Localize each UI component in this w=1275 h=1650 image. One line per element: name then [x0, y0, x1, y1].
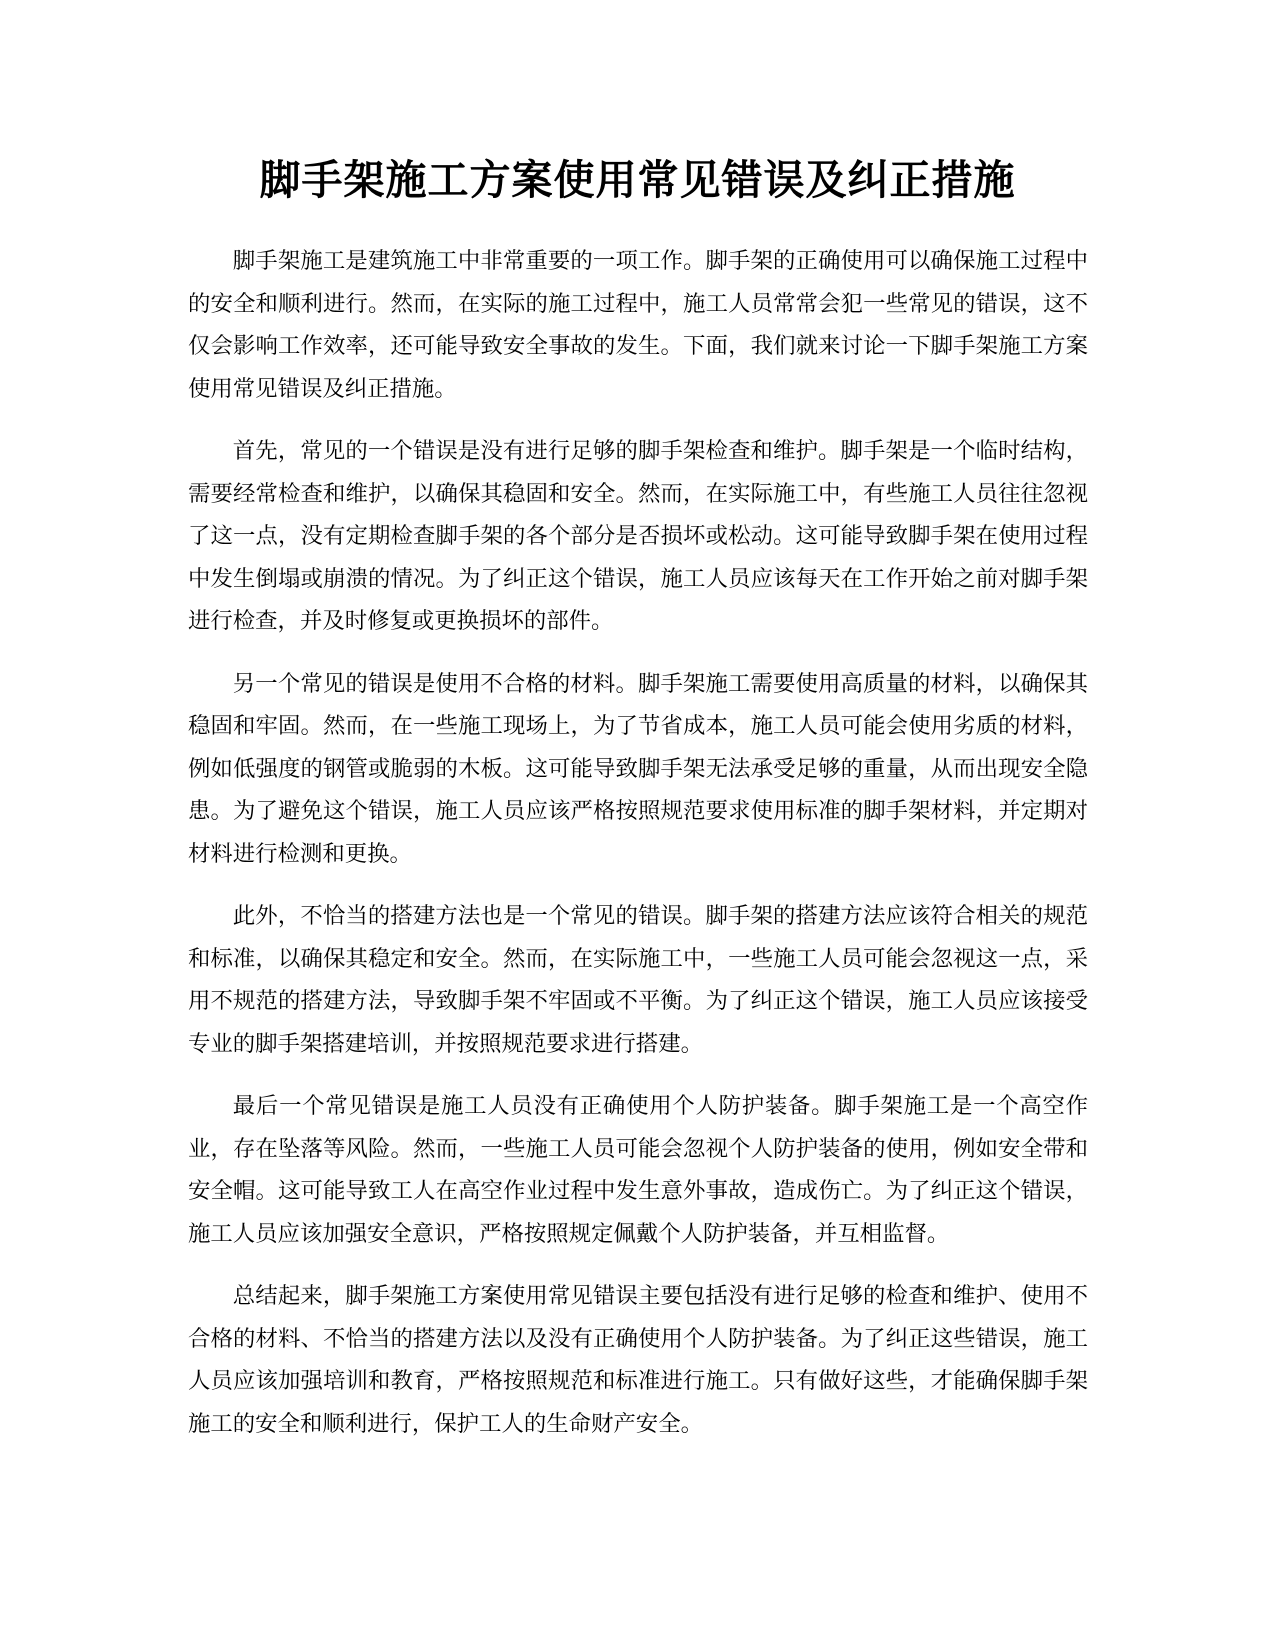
paragraph-inspection-maintenance: 首先，常见的一个错误是没有进行足够的脚手架检查和维护。脚手架是一个临时结构，需要经常检查和维护，以确保其稳固和安全。然而，在实际施工中，有些施工人员往往忽视了这一点，没有定期检查脚手架的各个部分是否损坏或松动。这可能导致脚手架在使用过程中发生倒塌或崩溃的情况。为了纠正这个错误，施工人员应该每天在工作开始之前对脚手架进行检查，并及时修复或更换损坏的部件。 [188, 438, 1088, 634]
paragraph-improper-erection: 此外，不恰当的搭建方法也是一个常见的错误。脚手架的搭建方法应该符合相关的规范和标准，以确保其稳定和安全。然而，在实际施工中，一些施工人员可能会忽视这一点，采用不规范的搭建方法，导致脚手架不牢固或不平衡。为了纠正这个错误，施工人员应该接受专业的脚手架搭建培训，并按照规范要求进行搭建。 [188, 903, 1088, 1057]
document-body [188, 240, 1088, 1465]
document-title: 脚手架施工方案使用常见错误及纠正措施 [259, 156, 1016, 204]
paragraph-intro: 脚手架施工是建筑施工中非常重要的一项工作。脚手架的正确使用可以确保施工过程中的安全和顺利进行。然而，在实际的施工过程中，施工人员常常会犯一些常见的错误，这不仅会影响工作效率，还可能导致安全事故的发生。下面，我们就来讨论一下脚手架施工方案使用常见错误及纠正措施。 [188, 248, 1088, 402]
paragraph-summary: 总结起来，脚手架施工方案使用常见错误主要包括没有进行足够的检查和维护、使用不合格的材料、不恰当的搭建方法以及没有正确使用个人防护装备。为了纠正这些错误，施工人员应该加强培训和教育，严格按照规范和标准进行施工。只有做好这些，才能确保脚手架施工的安全和顺利进行，保护工人的生命财产安全。 [188, 1283, 1088, 1437]
paragraph-personal-protective-equipment: 最后一个常见错误是施工人员没有正确使用个人防护装备。脚手架施工是一个高空作业，存在坠落等风险。然而，一些施工人员可能会忽视个人防护装备的使用，例如安全带和安全帽。这可能导致工人在高空作业过程中发生意外事故，造成伤亡。为了纠正这个错误，施工人员应该加强安全意识，严格按照规定佩戴个人防护装备，并互相监督。 [188, 1093, 1088, 1247]
paragraph-unqualified-materials: 另一个常见的错误是使用不合格的材料。脚手架施工需要使用高质量的材料，以确保其稳固和牢固。然而，在一些施工现场上，为了节省成本，施工人员可能会使用劣质的材料，例如低强度的钢管或脆弱的木板。这可能导致脚手架无法承受足够的重量，从而出现安全隐患。为了避免这个错误，施工人员应该严格按照规范要求使用标准的脚手架材料，并定期对材料进行检测和更换。 [188, 670, 1088, 867]
